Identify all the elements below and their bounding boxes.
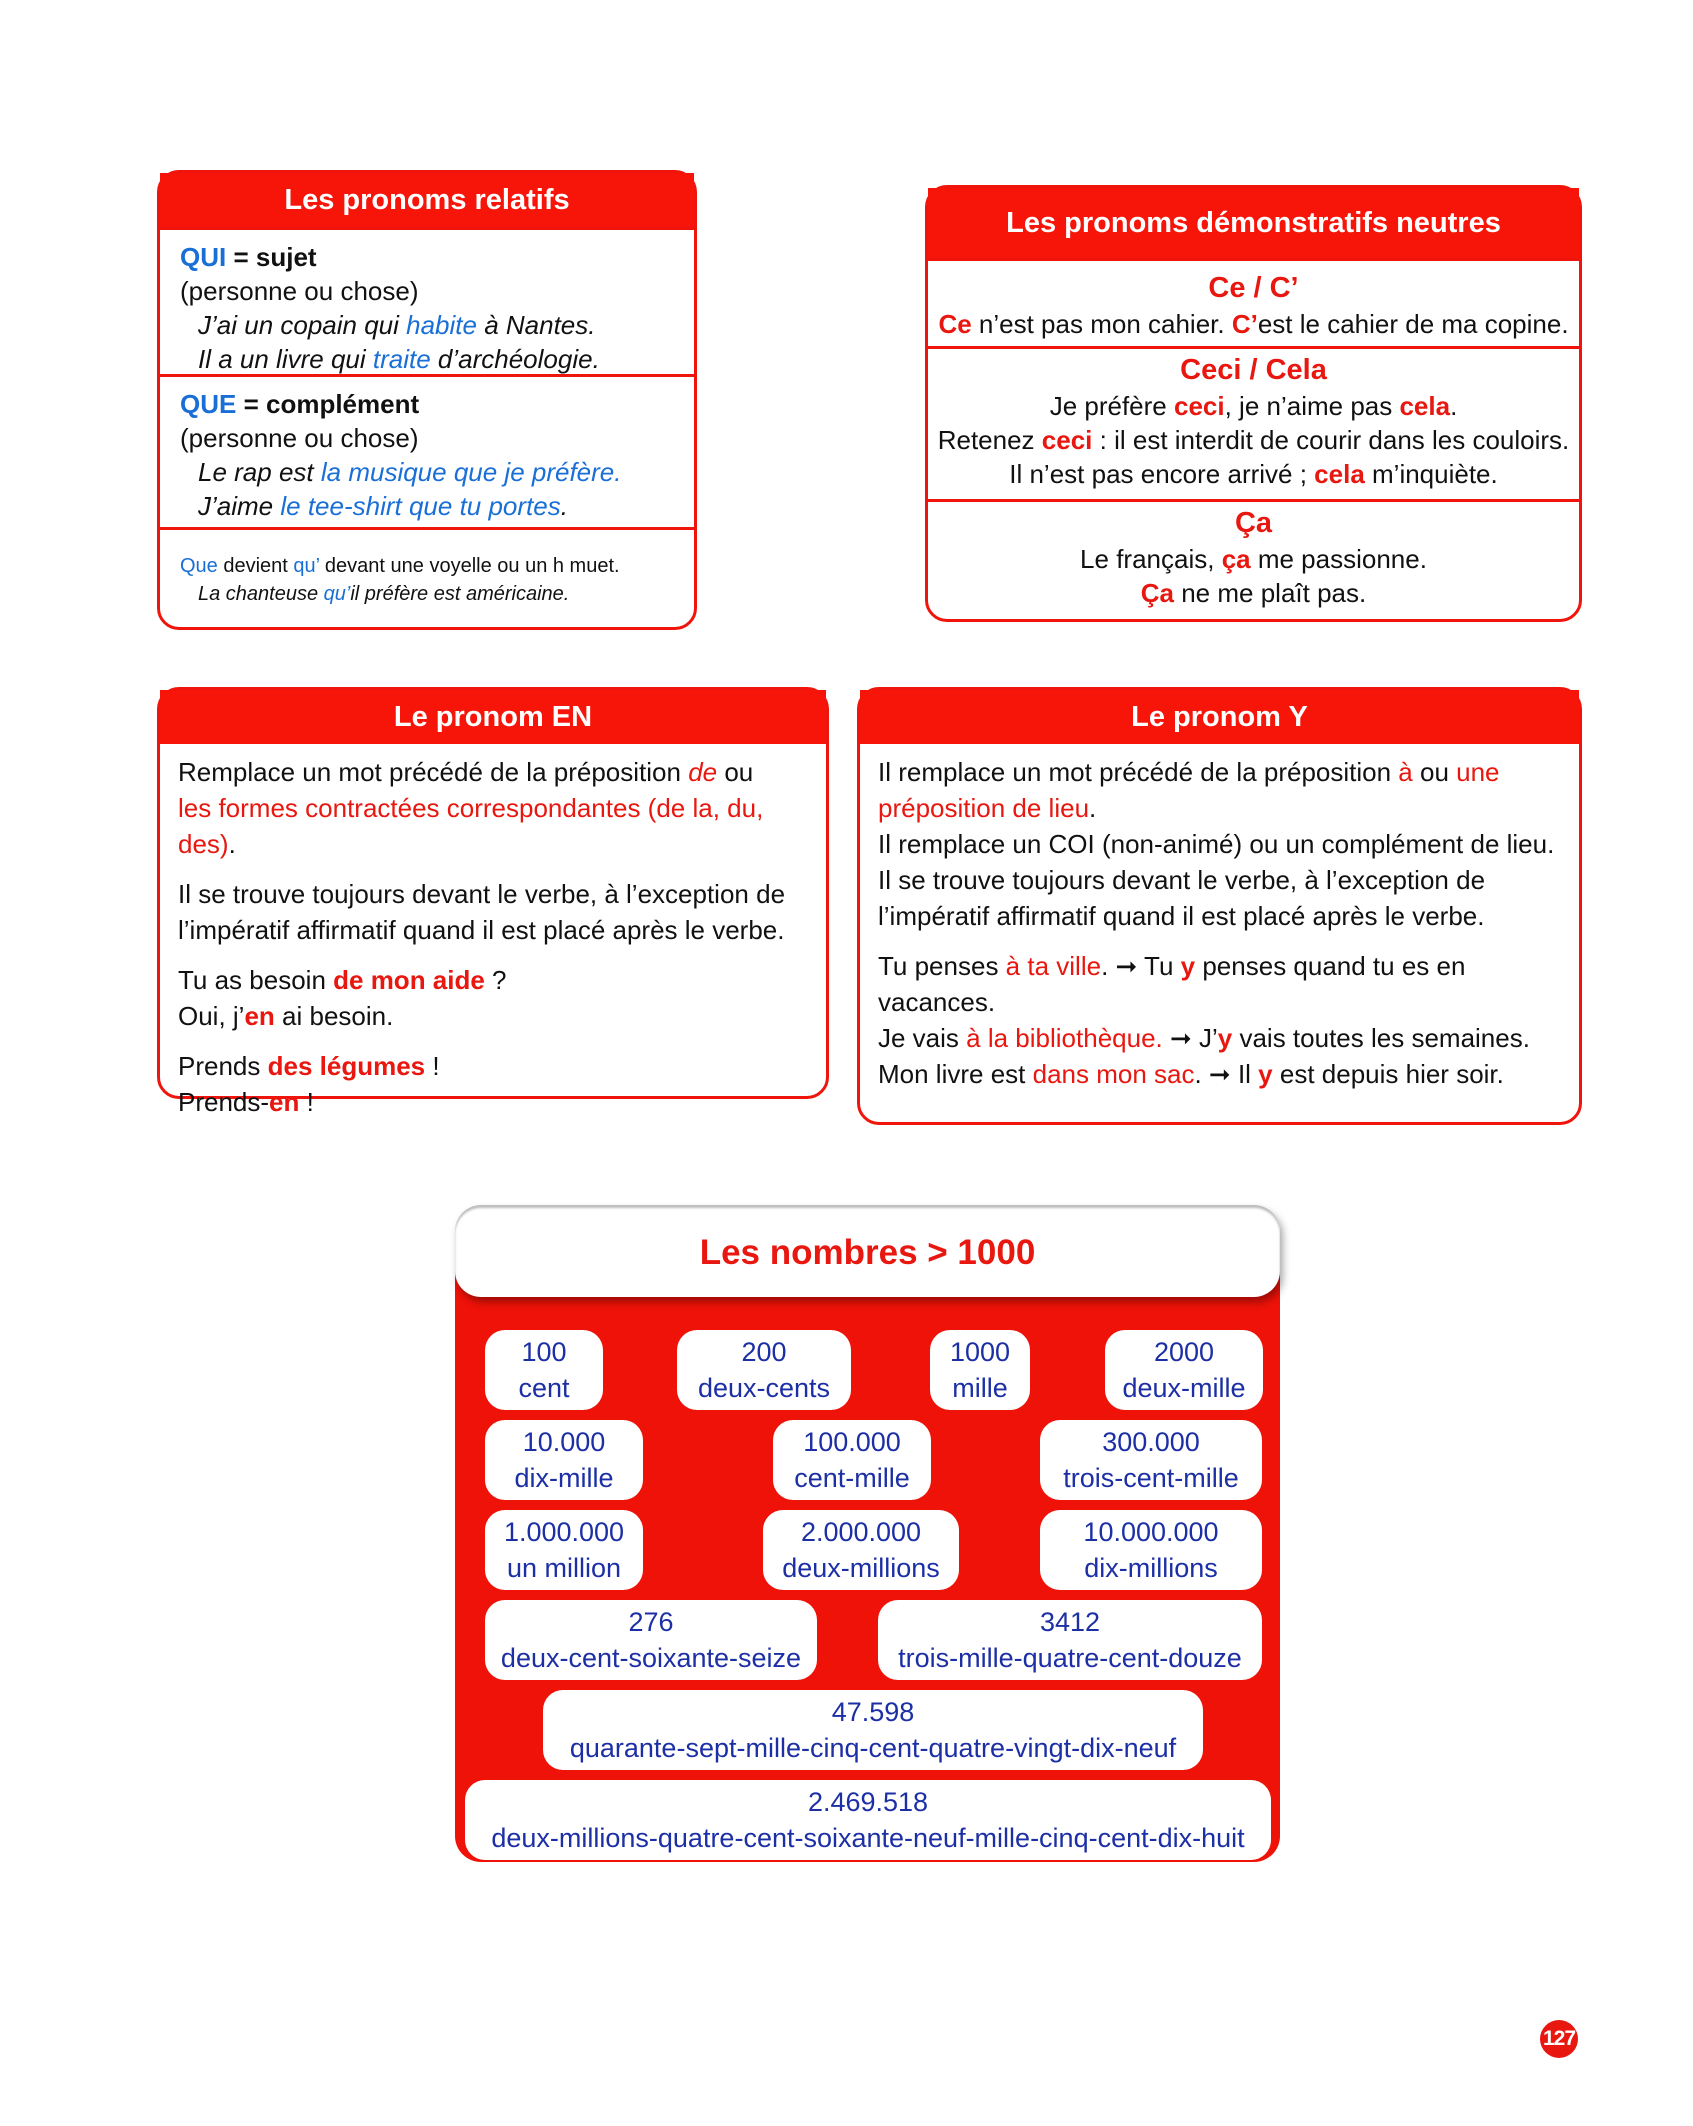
subheading: Ça [1234,507,1273,539]
section-ca: Ça Le français, ça me passionne. Ça ne me plaît pas. [928,499,1579,610]
section-ceci-cela: Ceci / Cela Je préfère ceci, je n’aime pas cela. Retenez ceci : il est interdit de courir dans les couloirs. Il n’est pas encore arrivé ; cela m’inquiète. [928,346,1579,499]
number-card: 1.000.000 un million [485,1510,643,1590]
example: Prends des légumes ! [178,1051,440,1081]
term-que: QUE [180,389,237,419]
note: (personne ou chose) [180,276,419,306]
number-card: 3412 trois-mille-quatre-cent-douze [878,1600,1262,1680]
number-card: 100 cent [485,1330,603,1410]
example: Mon livre est dans mon sac. ➞ Il y est depuis hier soir. [878,1059,1504,1089]
card-title: Les pronoms relatifs [160,173,694,227]
example: Oui, j’en ai besoin. [178,1001,394,1031]
number-card: 10.000 dix-mille [485,1420,643,1500]
example: Le rap est la musique que je préfère. [198,457,622,487]
section-qui: QUI = sujet (personne ou chose) J’ai un copain qui habite à Nantes. Il a un livre qui traite d’archéologie. [160,227,694,374]
example: Tu penses à ta ville. ➞ Tu y penses quand tu es en [878,951,1466,981]
number-card: 2.000.000 deux-millions [763,1510,959,1590]
subheading: Ce / C’ [1208,272,1299,304]
number-card: 2.469.518 deux-millions-quatre-cent-soixante-neuf-mille-cinq-cent-dix-huit [465,1780,1271,1860]
card-title: Le pronom EN [160,690,826,744]
number-card: 1000 mille [930,1330,1030,1410]
number-card: 200 deux-cents [677,1330,851,1410]
example: J’ai un copain qui habite à Nantes. [198,310,596,340]
note: (personne ou chose) [180,423,419,453]
numbers-title: Les nombres > 1000 [455,1205,1280,1297]
card-body: Remplace un mot précédé de la préposition de ou les formes contractées correspondantes (de la, du, des). Il se trouve toujours devant le verbe, à l’exception de l’impératif affirmatif quand il est placé après le verbe. Tu as besoin de mon aide ? Oui, j’en ai besoin. Prends des légumes ! Prends-en ! [160,744,826,1120]
page-number-badge: 127 [1540,2020,1578,2058]
card-title: Les pronoms démonstratifs neutres [928,188,1579,258]
example: J’aime le tee-shirt que tu portes. [198,491,568,521]
example: Tu as besoin de mon aide ? [178,965,507,995]
role-sujet: sujet [255,242,317,272]
section-elision: Que devient qu’ devant une voyelle ou un h muet. La chanteuse qu’il préfère est américaine. [160,527,694,608]
card-pronoms-demonstratifs [925,185,1582,622]
number-card: 276 deux-cent-soixante-seize [485,1600,817,1680]
example: Je vais à la bibliothèque. ➞ J’y vais toutes les semaines. [878,1023,1530,1053]
example: Il a un livre qui traite d’archéologie. [198,344,600,374]
section-que: QUE = complément (personne ou chose) Le rap est la musique que je préfère. J’aime le tee-shirt que tu portes. [160,374,694,527]
card-title: Le pronom Y [860,690,1579,744]
role-complement: complément [265,389,420,419]
card-body: Il remplace un mot précédé de la préposition à ou une préposition de lieu. Il remplace un COI (non-animé) ou un complément de lieu. Il se trouve toujours devant le verbe, à l’exception de l’impératif affirmatif quand il est placé après le verbe. Tu penses à ta ville. ➞ Tu y penses quand tu es en vacances. Je vais à la bibliothèque. ➞ J’y vais toutes les semaines. Mon livre est dans mon sac. ➞ Il y est depuis hier soir. [860,744,1579,1092]
number-card: 10.000.000 dix-millions [1040,1510,1262,1590]
number-card: 300.000 trois-cent-mille [1040,1420,1262,1500]
number-card: 2000 deux-mille [1105,1330,1263,1410]
number-card: 100.000 cent-mille [773,1420,931,1500]
numbers-panel [455,1205,1280,1862]
term-qui: QUI [180,242,227,272]
section-ce: Ce / C’ Ce n’est pas mon cahier. C’est le cahier de ma copine. [928,258,1579,346]
example: Prends-en ! [178,1087,314,1117]
card-pronom-en [157,687,829,1117]
number-card: 47.598 quarante-sept-mille-cinq-cent-quatre-vingt-dix-neuf [543,1690,1203,1770]
subheading: Ceci / Cela [1180,354,1327,386]
card-pronom-y [857,687,1582,1125]
card-pronoms-relatifs [157,170,697,630]
